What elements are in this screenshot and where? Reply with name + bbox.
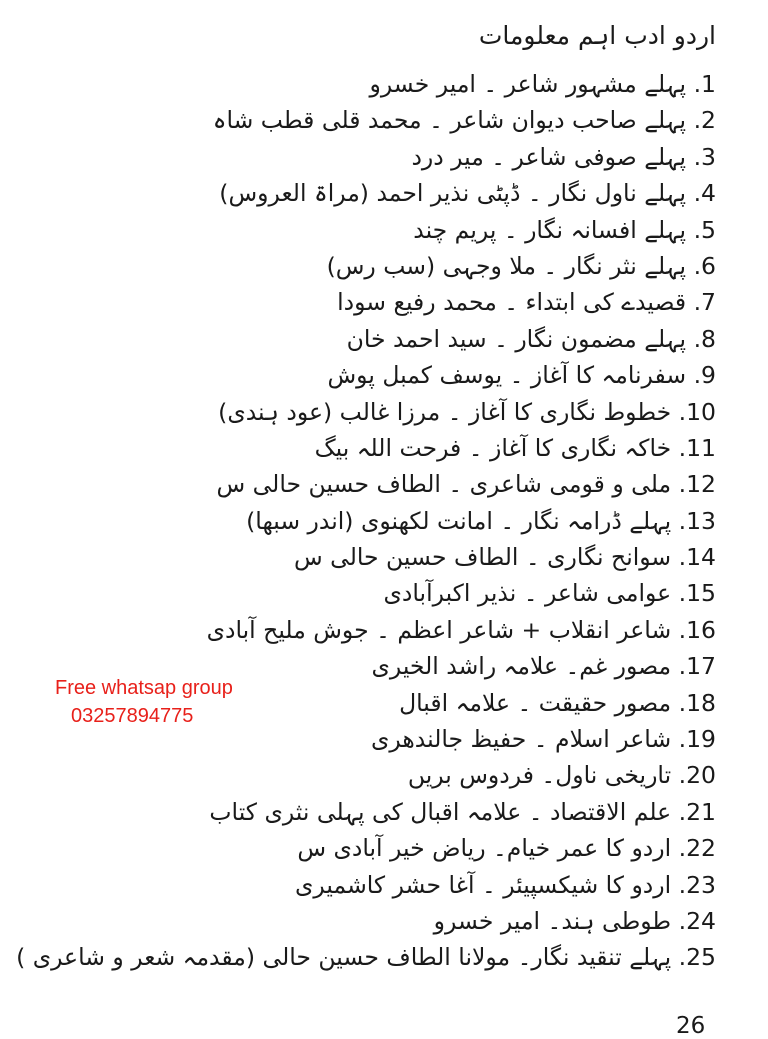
list-item: 8. پہلے مضمون نگار ۔ سید احمد خان	[346, 324, 716, 353]
list-item: 25. پہلے تنقید نگار۔ مولانا الطاف حسین حالی (مقدمہ شعر و شاعری )	[16, 943, 716, 972]
page-title: اردو ادب اہم معلومات	[478, 21, 716, 50]
item-number: 12	[686, 470, 716, 499]
list-item: 4. پہلے ناول نگار ۔ ڈپٹی نذیر احمد (مراۃ العروس)	[219, 179, 716, 208]
list-item: 10. خطوط نگاری کا آغاز ۔ مرزا غالب (عود ہندی)	[218, 397, 716, 426]
list-item: 23. اردو کا شیکسپیئر ۔ آغا حشر کاشمیری	[295, 870, 716, 899]
item-text: اردو کا شیکسپیئر ۔ آغا حشر کاشمیری	[295, 870, 672, 899]
item-text: تاریخی ناول۔ فردوس بریں	[407, 761, 672, 790]
item-text: شاعر انقلاب + شاعر اعظم ۔ جوش ملیح آبادی	[206, 615, 672, 644]
item-number: 3	[701, 142, 716, 171]
item-number: 21	[686, 797, 716, 826]
list-item: 5. پہلے افسانہ نگار ۔ پریم چند	[413, 215, 716, 244]
list-item: 16. شاعر انقلاب + شاعر اعظم ۔ جوش ملیح آبادی	[206, 615, 716, 644]
item-number: 2	[701, 106, 716, 135]
item-number: 10	[686, 397, 716, 426]
item-number: 5	[701, 215, 716, 244]
list-item: 21. علم الاقتصاد ۔ علامہ اقبال کی پہلی نثری کتاب	[209, 797, 716, 826]
list-item: 22. اردو کا عمر خیام۔ ریاض خیر آبادی س	[297, 834, 716, 863]
list-item: 3. پہلے صوفی شاعر ۔ میر درد	[411, 142, 716, 171]
item-number: 14	[686, 543, 716, 572]
item-text: مصور غم۔ علامہ راشد الخیری	[371, 652, 672, 681]
item-number: 6	[701, 251, 716, 280]
list-item: 24. طوطی ہند۔ امیر خسرو	[433, 906, 716, 935]
item-number: 4	[701, 179, 716, 208]
list-item: 2. پہلے صاحب دیوان شاعر ۔ محمد قلی قطب شاہ	[212, 106, 716, 135]
item-text: پہلے مضمون نگار ۔ سید احمد خان	[346, 324, 687, 353]
item-text: قصیدے کی ابتداء ۔ محمد رفیع سودا	[337, 288, 687, 317]
item-number: 18	[686, 688, 716, 717]
item-number: 20	[686, 761, 716, 790]
item-text: مصور حقیقت ۔ علامہ اقبال	[399, 688, 672, 717]
cutoff-item-number: 26	[676, 1013, 706, 1039]
item-text: پہلے صاحب دیوان شاعر ۔ محمد قلی قطب شاہ	[212, 106, 687, 135]
item-number: 22	[686, 834, 716, 863]
item-number: 9	[701, 361, 716, 390]
item-text: پہلے ناول نگار ۔ ڈپٹی نذیر احمد (مراۃ العروس)	[219, 179, 687, 208]
item-number: 16	[686, 615, 716, 644]
list-item: 7. قصیدے کی ابتداء ۔ محمد رفیع سودا	[337, 288, 716, 317]
list-item: 19. شاعر اسلام ۔ حفیظ جالندھری	[371, 725, 716, 754]
item-text: عوامی شاعر ۔ نذیر اکبرآبادی	[383, 579, 672, 608]
item-number: 15	[686, 579, 716, 608]
item-text: خاکہ نگاری کا آغاز ۔ فرحت اللہ بیگ	[314, 433, 672, 462]
list-item: 15. عوامی شاعر ۔ نذیر اکبرآبادی	[383, 579, 716, 608]
list-item: 18. مصور حقیقت ۔ علامہ اقبال	[399, 688, 716, 717]
item-text: سوانح نگاری ۔ الطاف حسین حالی س	[293, 543, 672, 572]
watermark-phone: 03257894775	[71, 705, 194, 727]
list-item: 12. ملی و قومی شاعری ۔ الطاف حسین حالی س	[216, 470, 716, 499]
item-text: علم الاقتصاد ۔ علامہ اقبال کی پہلی نثری کتاب	[209, 797, 672, 826]
item-text: پہلے صوفی شاعر ۔ میر درد	[411, 142, 687, 171]
watermark-line1: Free whatsap group	[55, 677, 233, 699]
list-item: 1. پہلے مشہور شاعر ۔ امیر خسرو	[369, 70, 716, 98]
list-item: 20. تاریخی ناول۔ فردوس بریں	[407, 761, 716, 790]
item-number: 11	[686, 433, 716, 462]
item-number: 19	[686, 725, 716, 754]
facts-list	[0, 66, 716, 975]
item-number: 17	[686, 652, 716, 681]
item-text: پہلے نثر نگار ۔ ملا وجہی (سب رس)	[326, 251, 687, 280]
list-item: 13. پہلے ڈرامہ نگار ۔ امانت لکھنوی (اندر سبھا)	[246, 506, 716, 535]
item-text: ملی و قومی شاعری ۔ الطاف حسین حالی س	[216, 470, 672, 499]
item-text: شاعر اسلام ۔ حفیظ جالندھری	[371, 725, 672, 754]
item-text: خطوط نگاری کا آغاز ۔ مرزا غالب (عود ہندی)	[218, 397, 672, 426]
list-item: 11. خاکہ نگاری کا آغاز ۔ فرحت اللہ بیگ	[314, 433, 716, 462]
item-text: پہلے مشہور شاعر ۔ امیر خسرو	[369, 70, 687, 98]
item-number: 7	[701, 288, 716, 317]
item-text: سفرنامہ کا آغاز ۔ یوسف کمبل پوش	[327, 361, 687, 390]
item-text: اردو کا عمر خیام۔ ریاض خیر آبادی س	[297, 834, 672, 863]
item-text: پہلے افسانہ نگار ۔ پریم چند	[413, 215, 687, 244]
whatsapp-watermark	[55, 674, 233, 730]
item-text: پہلے تنقید نگار۔ مولانا الطاف حسین حالی (مقدمہ شعر و شاعری )	[16, 943, 672, 972]
list-item: 17. مصور غم۔ علامہ راشد الخیری	[371, 652, 716, 681]
list-item: 9. سفرنامہ کا آغاز ۔ یوسف کمبل پوش	[327, 361, 716, 390]
item-number: 23	[686, 870, 716, 899]
item-text: طوطی ہند۔ امیر خسرو	[433, 906, 672, 935]
list-item: 6. پہلے نثر نگار ۔ ملا وجہی (سب رس)	[326, 251, 716, 280]
item-number: 25	[686, 943, 716, 972]
item-number: 8	[701, 324, 716, 353]
item-number: 13	[686, 506, 716, 535]
item-number: 1	[701, 70, 716, 98]
item-text: پہلے ڈرامہ نگار ۔ امانت لکھنوی (اندر سبھا)	[246, 506, 672, 535]
list-item: 14. سوانح نگاری ۔ الطاف حسین حالی س	[293, 543, 716, 572]
item-number: 24	[686, 906, 716, 935]
